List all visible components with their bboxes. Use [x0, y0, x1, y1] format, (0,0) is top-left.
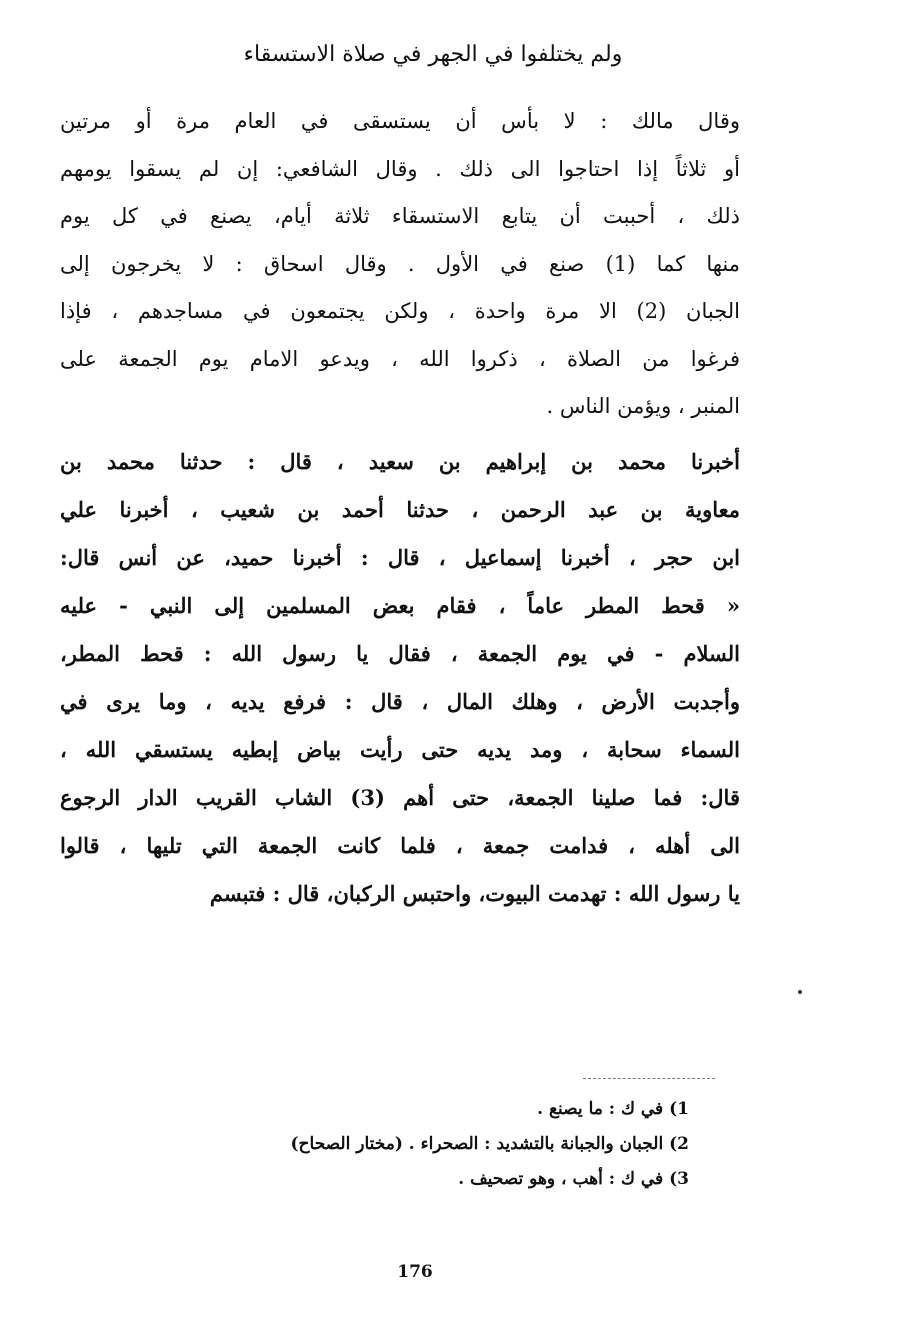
margin-mark: [798, 990, 802, 994]
paragraph-2: [60, 438, 740, 918]
footnote: 3) في ك : أهب ، وهو تصحيف .: [458, 1169, 689, 1189]
text-line: أو ثلاثاً إذا احتاجوا الى ذلك . وقال الشافعي: إن لم يسقوا يومهم: [60, 156, 740, 181]
footnotes: [189, 1092, 689, 1197]
text-line: « قحط المطر عاماً ، فقام بعض المسلمين إلى النبي - عليه: [60, 593, 740, 618]
page-number: 176: [397, 1262, 433, 1282]
footnote: 1) في ك : ما يصنع .: [537, 1099, 689, 1119]
paragraph-1: [60, 98, 740, 431]
text-line: ذلك ، أحببت أن يتابع الاستسقاء ثلاثة أيام، يصنع في كل يوم: [60, 204, 740, 228]
text-line: وأجدبت الأرض ، وهلك المال ، قال : فرفع يديه ، وما يرى في: [60, 689, 740, 714]
footnote: 2) الجبان والجبانة بالتشديد : الصحراء . (مختار الصحاح): [290, 1134, 689, 1154]
text-line: وقال مالك : لا بأس أن يستسقى في العام مرة أو مرتين: [60, 109, 740, 133]
text-line: الى أهله ، فدامت جمعة ، فلما كانت الجمعة التي تليها ، قالوا: [60, 833, 740, 858]
text-line: قال: فما صلينا الجمعة، حتى أهم (3) الشاب القريب الدار الرجوع: [60, 785, 740, 810]
text-line: المنبر ، ويؤمن الناس .: [546, 394, 740, 418]
text-line: الجبان (2) الا مرة واحدة ، ولكن يجتمعون في مساجدهم ، فإذا: [60, 299, 740, 323]
text-line: معاوية بن عبد الرحمن ، حدثنا أحمد بن شعيب ، أخبرنا علي: [60, 497, 740, 522]
text-line: ابن حجر ، أخبرنا إسماعيل ، قال : أخبرنا حميد، عن أنس قال:: [60, 545, 740, 570]
text-line: أخبرنا محمد بن إبراهيم بن سعيد ، قال : حدثنا محمد بن: [60, 449, 740, 474]
text-line: السلام - في يوم الجمعة ، فقال يا رسول الله : قحط المطر،: [60, 641, 740, 666]
text-line: فرغوا من الصلاة ، ذكروا الله ، ويدعو الامام يوم الجمعة على: [60, 346, 740, 371]
text-line: منها كما (1) صنع في الأول . وقال اسحاق : لا يخرجون إلى: [60, 251, 740, 276]
running-header: ولم يختلفوا في الجهر في صلاة الاستسقاء: [243, 42, 623, 67]
text-line: يا رسول الله : تهدمت البيوت، واحتبس الركبان، قال : فتبسم: [209, 881, 740, 906]
footnote-divider: [583, 1078, 715, 1079]
text-line: السماء سحابة ، ومد يديه حتى رأيت بياض إبطيه يستسقي الله ،: [60, 737, 740, 762]
